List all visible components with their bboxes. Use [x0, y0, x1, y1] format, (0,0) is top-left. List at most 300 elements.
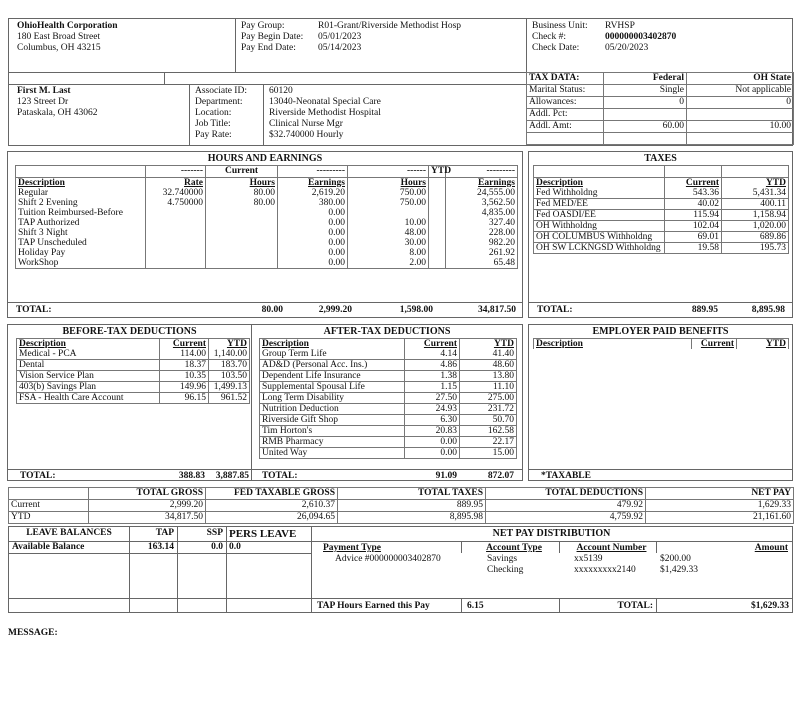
table-cell: 15.00	[460, 448, 517, 459]
table-row	[534, 210, 789, 221]
after-tax-total-current: 91.09	[435, 471, 457, 481]
table-cell	[429, 248, 446, 258]
table-cell: 183.70	[209, 360, 250, 371]
column-header: YTD	[460, 339, 517, 350]
pay-summary-table	[8, 487, 794, 524]
hours-earnings-table	[15, 165, 518, 269]
table-row	[16, 248, 518, 258]
summary-cell: 479.92	[486, 500, 646, 512]
employee-info-values	[269, 86, 381, 141]
group-header-cell: ---------	[446, 166, 518, 178]
table-cell: 48.60	[460, 360, 517, 371]
total-ytd: 8,895.98	[751, 305, 785, 315]
before-tax-table	[16, 338, 250, 404]
deductions-box	[7, 324, 523, 481]
table-cell: 750.00	[348, 188, 429, 198]
table-cell: 275.00	[460, 393, 517, 404]
employer-benefits-table	[533, 338, 789, 349]
table-cell	[146, 208, 206, 218]
table-cell: Regular	[16, 188, 146, 198]
table-cell: Riverside Gift Shop	[260, 415, 405, 426]
table-cell	[206, 248, 278, 258]
table-cell	[146, 238, 206, 248]
total-current: 889.95	[691, 305, 718, 315]
table-cell: 380.00	[278, 198, 348, 208]
summary-cell: 1,629.33	[646, 500, 794, 512]
table-cell: 80.00	[206, 188, 278, 198]
after-tax-table	[259, 338, 517, 459]
before-tax-total-label: TOTAL:	[20, 471, 56, 481]
tax-data-row	[527, 133, 794, 145]
summary-cell: 4,759.92	[486, 512, 646, 524]
blank-row	[534, 166, 789, 178]
table-cell	[206, 208, 278, 218]
table-cell	[429, 198, 446, 208]
table-cell	[429, 238, 446, 248]
table-row	[534, 221, 789, 232]
summary-cell: YTD	[9, 512, 89, 524]
column-header: YTD	[722, 178, 789, 189]
table-cell: 80.00	[206, 198, 278, 208]
total-ytd-earnings: 34,817.50	[478, 305, 516, 315]
table-cell: 0.00	[278, 208, 348, 218]
table-cell: 4.86	[405, 360, 460, 371]
npd-cell: $200.00	[660, 554, 691, 564]
summary-header: TOTAL TAXES	[338, 488, 486, 500]
summary-header: TOTAL DEDUCTIONS	[486, 488, 646, 500]
column-header-row	[534, 339, 789, 350]
pay-info-row	[241, 21, 461, 32]
column-header: Earnings	[278, 178, 348, 189]
table-cell: 0.00	[278, 248, 348, 258]
check-info-row	[532, 21, 676, 32]
table-cell: 22.17	[460, 437, 517, 448]
table-cell: TAP Authorized	[16, 218, 146, 228]
tax-data-cell	[604, 133, 687, 145]
tax-data-header-cell: TAX DATA:	[527, 73, 604, 85]
column-header: Current	[160, 339, 209, 350]
npd-header: Account Type	[486, 543, 542, 553]
employee-name: First M. Last	[17, 86, 71, 96]
tax-data-cell: Allowances:	[527, 97, 604, 109]
table-row	[260, 426, 517, 437]
table-cell: 13.80	[460, 371, 517, 382]
hours-earnings-title: HOURS AND EARNINGS	[207, 153, 323, 164]
table-row	[260, 349, 517, 360]
table-cell: 0.00	[278, 218, 348, 228]
table-row	[17, 349, 250, 360]
field-value: 05/14/2023	[318, 43, 362, 53]
table-cell: 41.40	[460, 349, 517, 360]
field-value: 000000003402870	[605, 32, 677, 42]
field-label: Business Unit:	[532, 21, 588, 31]
table-cell: 261.92	[446, 248, 518, 258]
available-balance-cell: Available Balance	[12, 542, 85, 552]
available-balance-cell: 163.14	[147, 542, 174, 552]
table-cell: 18.37	[160, 360, 209, 371]
table-cell	[429, 208, 446, 218]
summary-row	[9, 512, 794, 524]
group-header-cell	[16, 166, 146, 178]
group-header-cell: YTD	[429, 166, 446, 178]
table-cell: 0.00	[405, 448, 460, 459]
table-cell: 961.52	[209, 393, 250, 404]
npd-header: Payment Type	[323, 543, 381, 553]
npd-header: Account Number	[576, 543, 647, 553]
table-cell: 11.10	[460, 382, 517, 393]
table-cell: 19.58	[665, 243, 722, 254]
table-cell	[146, 258, 206, 269]
after-tax-total-ytd: 872.07	[487, 471, 514, 481]
table-row	[16, 188, 518, 198]
column-header: Description	[260, 339, 405, 350]
table-row	[260, 382, 517, 393]
column-header: Description	[17, 339, 160, 350]
table-cell: Nutrition Deduction	[260, 404, 405, 415]
table-cell	[146, 218, 206, 228]
table-cell: Fed Withholdng	[534, 188, 665, 199]
field-value: RVHSP	[605, 21, 635, 31]
available-balance-cell: 0.0	[229, 542, 241, 552]
table-cell: Tim Horton's	[260, 426, 405, 437]
table-cell: 4.14	[405, 349, 460, 360]
table-cell: 2.00	[348, 258, 429, 269]
table-cell	[348, 208, 429, 218]
tap-hours-earned-label: TAP Hours Earned this Pay	[317, 601, 430, 611]
blank-cell	[665, 166, 722, 178]
table-cell: 1.15	[405, 382, 460, 393]
table-row	[260, 415, 517, 426]
employer-benefits-box	[528, 324, 793, 481]
column-header-row	[260, 339, 517, 350]
tax-data-cell: Single	[604, 85, 687, 97]
table-cell: FSA - Health Care Account	[17, 393, 160, 404]
table-cell	[429, 188, 446, 198]
taxable-note: *TAXABLE	[541, 471, 591, 481]
message-label: MESSAGE:	[8, 628, 58, 638]
table-cell	[206, 228, 278, 238]
table-row	[534, 188, 789, 199]
summary-header	[9, 488, 89, 500]
employee-info-label: Department:	[195, 97, 243, 107]
table-cell: 1,140.00	[209, 349, 250, 360]
tax-data-cell	[687, 133, 794, 145]
leave-header: TAP	[155, 528, 174, 538]
column-header: Description	[534, 178, 665, 189]
table-cell: OH COLUMBUS Withholdng	[534, 232, 665, 243]
pay-info-row	[241, 32, 461, 43]
table-cell	[206, 218, 278, 228]
table-cell: 32.740000	[146, 188, 206, 198]
table-cell: AD&D (Personal Acc. Ins.)	[260, 360, 405, 371]
before-tax-title: BEFORE-TAX DEDUCTIONS	[62, 326, 197, 337]
field-value: 05/01/2023	[318, 32, 362, 42]
table-cell: 40.02	[665, 199, 722, 210]
table-cell: 0.00	[278, 238, 348, 248]
table-row	[16, 198, 518, 208]
tax-data-cell: Marital Status:	[527, 85, 604, 97]
blank-cell	[534, 166, 665, 178]
summary-header: NET PAY	[646, 488, 794, 500]
leave-header: SSP	[206, 528, 223, 538]
tax-data-cell	[604, 109, 687, 121]
table-cell: Group Term Life	[260, 349, 405, 360]
table-cell: 4.750000	[146, 198, 206, 208]
blank-cell	[722, 166, 789, 178]
total-ytd-hours: 1,598.00	[399, 305, 433, 315]
employee-address1: 123 Street Dr	[17, 97, 69, 107]
group-header-cell: -------	[146, 166, 206, 178]
summary-cell: 8,895.98	[338, 512, 486, 524]
table-cell: 6.30	[405, 415, 460, 426]
tax-data-cell	[687, 109, 794, 121]
table-row	[17, 393, 250, 404]
table-cell	[146, 228, 206, 238]
table-cell	[429, 258, 446, 269]
table-cell	[206, 258, 278, 269]
table-cell: 8.00	[348, 248, 429, 258]
summary-cell: 26,094.65	[206, 512, 338, 524]
check-info	[532, 21, 676, 54]
table-cell: 1.38	[405, 371, 460, 382]
check-info-row	[532, 43, 676, 54]
npd-cell: Checking	[487, 565, 524, 575]
table-cell: OH SW LCKNGSD Withholdng	[534, 243, 665, 254]
npd-cell: Savings	[487, 554, 518, 564]
column-header: Description	[534, 339, 692, 350]
employer-benefits-title: EMPLOYER PAID BENEFITS	[592, 326, 729, 337]
table-row	[16, 258, 518, 269]
check-info-row	[532, 32, 676, 43]
tax-data-cell: 60.00	[604, 121, 687, 133]
field-label: Check Date:	[532, 43, 580, 53]
table-cell: 24.93	[405, 404, 460, 415]
table-cell: 982.20	[446, 238, 518, 248]
table-cell: 0.00	[405, 437, 460, 448]
table-cell: 1,158.94	[722, 210, 789, 221]
table-row	[534, 232, 789, 243]
table-cell: 327.40	[446, 218, 518, 228]
npd-header: Amount	[754, 543, 788, 553]
table-cell: 162.58	[460, 426, 517, 437]
after-tax-total-label: TOTAL:	[262, 471, 298, 481]
table-row	[16, 218, 518, 228]
table-row	[17, 382, 250, 393]
column-header: Hours	[206, 178, 278, 189]
summary-header: FED TAXABLE GROSS	[206, 488, 338, 500]
table-cell: 0.00	[278, 228, 348, 238]
table-cell	[146, 248, 206, 258]
table-cell: 10.00	[348, 218, 429, 228]
column-header: Current	[692, 339, 737, 350]
column-header: Current	[405, 339, 460, 350]
table-cell: Holiday Pay	[16, 248, 146, 258]
column-header: Rate	[146, 178, 206, 189]
table-cell: 102.04	[665, 221, 722, 232]
employee-box	[8, 72, 793, 146]
table-cell: 20.83	[405, 426, 460, 437]
employer-block	[17, 21, 118, 54]
npd-cell: Advice #000000003402870	[335, 554, 441, 564]
table-cell: 195.73	[722, 243, 789, 254]
table-cell: Vision Service Plan	[17, 371, 160, 382]
column-header: Earnings	[446, 178, 518, 189]
taxes-title: TAXES	[644, 153, 677, 164]
table-row	[260, 393, 517, 404]
after-tax-title: AFTER-TAX DEDUCTIONS	[323, 326, 451, 337]
tax-data-row	[527, 121, 794, 133]
table-row	[260, 437, 517, 448]
total-current-earnings: 2,999.20	[318, 305, 352, 315]
table-cell	[206, 238, 278, 248]
table-row	[534, 199, 789, 210]
employer-name: OhioHealth Corporation	[17, 21, 118, 31]
group-header-cell: ---------	[278, 166, 348, 178]
field-label: Pay End Date:	[241, 43, 296, 53]
npd-cell: $1,429.33	[660, 565, 698, 575]
employee-info-label: Location:	[195, 108, 232, 118]
table-cell: 4,835.00	[446, 208, 518, 218]
table-cell: Tuition Reimbursed-Before	[16, 208, 146, 218]
table-cell: United Way	[260, 448, 405, 459]
summary-cell: Current	[9, 500, 89, 512]
table-cell: WorkShop	[16, 258, 146, 269]
table-row	[260, 360, 517, 371]
table-cell: 231.72	[460, 404, 517, 415]
field-label: Pay Group:	[241, 21, 285, 31]
leave-netpay-box	[8, 526, 793, 613]
tax-data-row	[527, 97, 794, 109]
tax-data-cell: 0	[604, 97, 687, 109]
table-cell: 3,562.50	[446, 198, 518, 208]
table-cell: 30.00	[348, 238, 429, 248]
tax-data-table	[526, 72, 794, 145]
employee-info-value: Clinical Nurse Mgr	[269, 119, 343, 129]
group-header-cell: ------	[348, 166, 429, 178]
table-cell: 24,555.00	[446, 188, 518, 198]
table-cell: 400.11	[722, 199, 789, 210]
table-cell: 10.35	[160, 371, 209, 382]
before-tax-total-current: 388.83	[178, 471, 205, 481]
table-cell: OH Withholdng	[534, 221, 665, 232]
total-label: TOTAL:	[16, 305, 52, 315]
before-tax-total-ytd: 3,887.85	[215, 471, 249, 481]
employer-address1: 180 East Broad Street	[17, 32, 101, 42]
available-balance-cell: 0.0	[211, 542, 223, 552]
table-cell: Medical - PCA	[17, 349, 160, 360]
field-value: R01-Grant/Riverside Methodist Hosp	[318, 21, 462, 31]
employee-block	[17, 86, 97, 119]
table-row	[534, 243, 789, 254]
employee-info-value: 60120	[269, 86, 293, 96]
tax-data-header-cell: Federal	[604, 73, 687, 85]
summary-row	[9, 500, 794, 512]
table-cell: 1,020.00	[722, 221, 789, 232]
column-header-row	[17, 339, 250, 350]
table-cell: 1,499.13	[209, 382, 250, 393]
npd-total-label: TOTAL:	[617, 601, 653, 611]
tax-data-cell: Not applicable	[687, 85, 794, 97]
tax-data-cell: 0	[687, 97, 794, 109]
summary-cell: 2,999.20	[89, 500, 206, 512]
employee-address2: Pataskala, OH 43062	[17, 108, 98, 118]
field-label: Pay Begin Date:	[241, 32, 304, 42]
leave-header: PERS LEAVE	[229, 528, 297, 540]
group-header-cell: Current	[206, 166, 278, 178]
tax-data-cell: Addl. Amt:	[527, 121, 604, 133]
employee-info-value: Riverside Methodist Hospital	[269, 108, 381, 118]
table-cell: Dental	[17, 360, 160, 371]
summary-header: TOTAL GROSS	[89, 488, 206, 500]
total-label: TOTAL:	[537, 305, 573, 315]
npd-cell: xxxxxxxxx2140	[574, 565, 636, 575]
taxes-table	[533, 165, 789, 254]
tax-data-header	[527, 73, 794, 85]
table-row	[260, 448, 517, 459]
employee-info-label: Job Title:	[195, 119, 231, 129]
table-cell: 103.50	[209, 371, 250, 382]
total-current-hours: 80.00	[261, 305, 283, 315]
employee-info-label: Associate ID:	[195, 86, 247, 96]
table-cell: 96.15	[160, 393, 209, 404]
leave-header: LEAVE BALANCES	[26, 528, 112, 538]
table-cell: 69.01	[665, 232, 722, 243]
table-cell: TAP Unscheduled	[16, 238, 146, 248]
taxes-box	[528, 151, 793, 318]
column-header: Description	[16, 178, 146, 189]
pay-info	[241, 21, 461, 54]
summary-header-row	[9, 488, 794, 500]
table-cell: 689.86	[722, 232, 789, 243]
field-value: 05/20/2023	[605, 43, 649, 53]
column-header: YTD	[209, 339, 250, 350]
table-row	[260, 404, 517, 415]
tax-data-row	[527, 109, 794, 121]
table-cell: Shift 3 Night	[16, 228, 146, 238]
table-cell: 50.70	[460, 415, 517, 426]
summary-cell: 34,817.50	[89, 512, 206, 524]
employee-info-value: $32.740000 Hourly	[269, 130, 344, 140]
table-cell: RMB Pharmacy	[260, 437, 405, 448]
tax-data-cell: 10.00	[687, 121, 794, 133]
table-row	[16, 208, 518, 218]
table-cell: 27.50	[405, 393, 460, 404]
table-cell: Fed MED/EE	[534, 199, 665, 210]
summary-cell: 889.95	[338, 500, 486, 512]
pay-info-row	[241, 43, 461, 54]
table-cell: 403(b) Savings Plan	[17, 382, 160, 393]
table-cell: 543.36	[665, 188, 722, 199]
table-row	[16, 228, 518, 238]
table-cell	[429, 228, 446, 238]
summary-cell: 21,161.60	[646, 512, 794, 524]
table-cell: 2,619.20	[278, 188, 348, 198]
table-row	[17, 360, 250, 371]
table-cell: Supplemental Spousal Life	[260, 382, 405, 393]
column-header	[429, 178, 446, 189]
table-cell: Long Term Disability	[260, 393, 405, 404]
tax-data-cell	[527, 133, 604, 145]
employee-info-value: 13040-Neonatal Special Care	[269, 97, 381, 107]
table-row	[260, 371, 517, 382]
field-label: Check #:	[532, 32, 567, 42]
table-cell: 65.48	[446, 258, 518, 269]
table-cell: Dependent Life Insurance	[260, 371, 405, 382]
table-cell: Fed OASDI/EE	[534, 210, 665, 221]
table-row	[17, 371, 250, 382]
tax-data-header-cell: OH State	[687, 73, 794, 85]
tax-data-row	[527, 85, 794, 97]
